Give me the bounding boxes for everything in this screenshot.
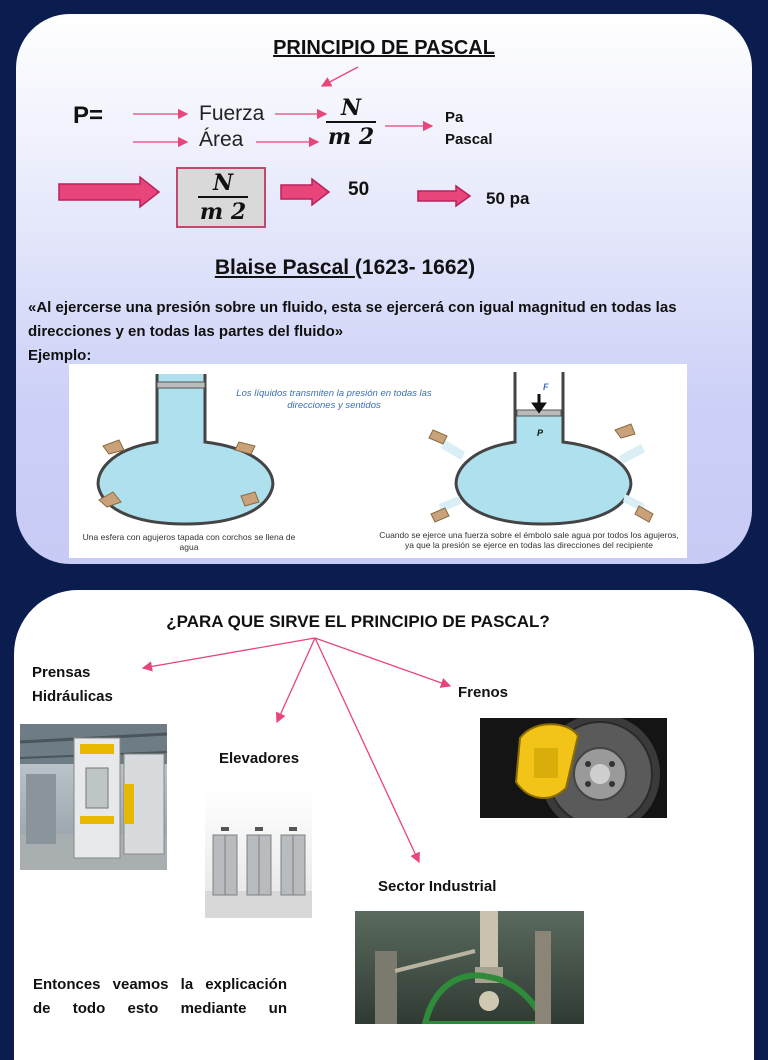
formula-arrows bbox=[0, 0, 768, 240]
pascal-years: (1623- 1662) bbox=[354, 256, 476, 279]
page-title: PRINCIPIO DE PASCAL bbox=[273, 37, 495, 59]
box-numerator: N bbox=[212, 170, 234, 196]
fluid-pressure-illustration bbox=[69, 364, 687, 558]
water-jet-2 bbox=[619, 444, 645, 464]
mid-arrow-icon bbox=[281, 179, 329, 205]
example-label: Ejemplo: bbox=[28, 347, 92, 364]
pressure-label: P bbox=[537, 428, 544, 438]
hydraulic-press-photo bbox=[20, 724, 167, 870]
area-label: Área bbox=[199, 128, 244, 151]
label-frenos: Frenos bbox=[458, 684, 509, 701]
unit-fraction bbox=[326, 96, 376, 149]
brakes-photo bbox=[480, 718, 667, 818]
applications-title: ¿PARA QUE SIRVE EL PRINCIPIO DE PASCAL? bbox=[166, 612, 550, 631]
arrow-to-sector bbox=[315, 638, 419, 862]
fraction-numerator: N bbox=[340, 95, 362, 121]
image-caption-top: Los líquidos transmiten la presión en todas las direcciones y sentidos bbox=[236, 388, 432, 411]
arrow-title-to-fraction bbox=[322, 67, 358, 86]
boxed-unit-fraction bbox=[176, 167, 266, 228]
cork-8 bbox=[635, 506, 653, 522]
arrow-to-elevadores bbox=[277, 638, 315, 722]
arrow-to-frenos bbox=[315, 638, 450, 686]
cork-7 bbox=[431, 508, 449, 522]
pascal-name: Blaise Pascal bbox=[214, 256, 355, 279]
label-sector: Sector Industrial bbox=[378, 878, 497, 895]
fuerza-label: Fuerza bbox=[199, 102, 265, 125]
label-elevadores: Elevadores bbox=[219, 750, 300, 767]
industrial-photo bbox=[355, 911, 584, 1024]
small-arrow-icon bbox=[418, 186, 470, 206]
label-prensas-2: Hidráulicas bbox=[32, 688, 113, 705]
value-50: 50 bbox=[348, 179, 370, 200]
left-piston bbox=[157, 382, 205, 388]
arrow-to-prensas bbox=[143, 638, 315, 668]
label-prensas-1: Prensas bbox=[32, 664, 91, 681]
principle-quote: «Al ejercerse una presión sobre un fluido, esta se ejercerá con igual magnitud en todas las direcciones y en todas las partes del fluido» bbox=[28, 299, 677, 340]
water-jet-1 bbox=[441, 440, 465, 460]
pascal-heading bbox=[0, 256, 690, 280]
image-caption-left: Una esfera con agujeros tapada con corchos se llena de agua bbox=[82, 532, 296, 552]
cork-5 bbox=[429, 430, 447, 444]
explanation-line-1: Entonces veamos la explicación bbox=[33, 976, 287, 993]
image-caption-right: Cuando se ejerce una fuerza sobre el émbolo sale agua por todos los agujeros, ya que la presión se ejerce en todas las direcciones del recipiente bbox=[379, 530, 679, 550]
cork-6 bbox=[615, 424, 635, 438]
box-fraction-bar bbox=[198, 196, 248, 198]
box-denominator: m 2 bbox=[199, 199, 247, 225]
pascal-label: Pascal bbox=[445, 131, 493, 148]
fraction-bar bbox=[326, 121, 376, 123]
explanation-line-2: de todo esto mediante un bbox=[33, 1000, 287, 1017]
force-label: F bbox=[543, 382, 549, 392]
fraction-denominator: m 2 bbox=[327, 124, 375, 150]
big-arrow-icon bbox=[59, 177, 159, 207]
elevators-photo bbox=[205, 791, 312, 918]
pressure-symbol: P= bbox=[73, 102, 104, 129]
result-50-pa: 50 pa bbox=[486, 189, 530, 208]
pa-label: Pa bbox=[445, 109, 464, 126]
